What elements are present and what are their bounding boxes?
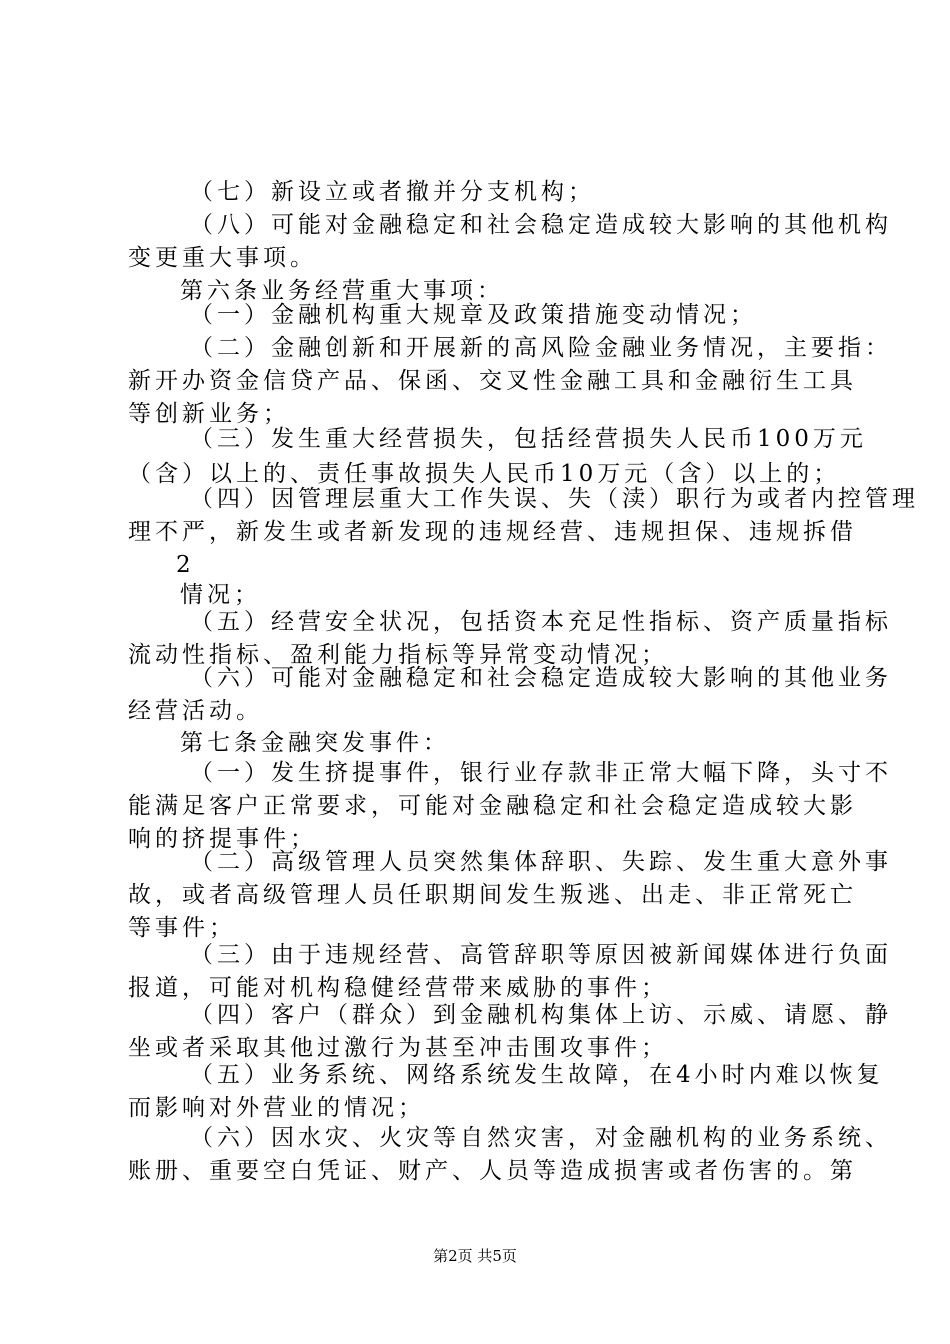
text-line: 账册、重要空白凭证、财产、人员等造成损害或者伤害的。第	[128, 1158, 857, 1184]
text-line: 等事件；	[128, 915, 236, 941]
text-line: 经营活动。	[128, 698, 263, 724]
text-line: 响的挤提事件；	[128, 826, 317, 852]
text-line: 变更重大事项。	[128, 245, 317, 271]
page-footer: 第2页 共5页	[433, 1247, 517, 1265]
text-line: （三）由于违规经营、高管辞职等原因被新闻媒体进行负面	[190, 942, 892, 968]
text-line: 理不严，新发生或者新发现的违规经营、违规担保、违规拆借	[128, 519, 857, 545]
text-line: 能满足客户正常要求，可能对金融稳定和社会稳定造成较大影	[128, 793, 857, 819]
text-line: （八）可能对金融稳定和社会稳定造成较大影响的其他机构	[190, 212, 892, 238]
text-line: （二）金融创新和开展新的高风险金融业务情况，主要指：	[190, 335, 892, 361]
text-line: （六）因水灾、火灾等自然灾害，对金融机构的业务系统、	[190, 1125, 892, 1151]
text-line: （四）客户（群众）到金融机构集体上访、示威、请愿、静	[190, 1002, 892, 1028]
text-line: 流动性指标、盈利能力指标等异常变动情况；	[128, 642, 668, 668]
text-line: 报道，可能对机构稳健经营带来威胁的事件；	[128, 975, 668, 1001]
text-line: 第七条金融突发事件：	[180, 730, 450, 756]
text-line: （二）高级管理人员突然集体辞职、失踪、发生重大意外事	[190, 849, 892, 875]
text-line: （五）经营安全状况，包括资本充足性指标、资产质量指标	[190, 609, 892, 635]
text-line: 情况；	[180, 582, 261, 608]
text-line: （六）可能对金融稳定和社会稳定造成较大影响的其他业务	[190, 665, 892, 691]
text-line: （含）以上的、责任事故损失人民币10万元（含）以上的；	[128, 461, 841, 487]
text-line: 等创新业务；	[128, 401, 290, 427]
text-line: （五）业务系统、网络系统发生故障，在4小时内难以恢复	[190, 1062, 884, 1088]
page-number-inline: 2	[176, 552, 195, 578]
text-line: （四）因管理层重大工作失误、失（渎）职行为或者内控管理	[190, 486, 919, 512]
text-line: 第六条业务经营重大事项：	[180, 278, 504, 304]
text-line: （七）新设立或者撤并分支机构；	[190, 179, 595, 205]
text-line: （三）发生重大经营损失，包括经营损失人民币100万元	[190, 426, 867, 452]
text-line: （一）金融机构重大规章及政策措施变动情况；	[190, 302, 757, 328]
text-line: 坐或者采取其他过激行为甚至冲击围攻事件；	[128, 1035, 668, 1061]
text-line: （一）发生挤提事件，银行业存款非正常大幅下降，头寸不	[190, 760, 892, 786]
text-line: 新开办资金信贷产品、保函、交叉性金融工具和金融衍生工具	[128, 368, 857, 394]
text-line: 而影响对外营业的情况；	[128, 1095, 425, 1121]
text-line: 故，或者高级管理人员任职期间发生叛逃、出走、非正常死亡	[128, 882, 857, 908]
